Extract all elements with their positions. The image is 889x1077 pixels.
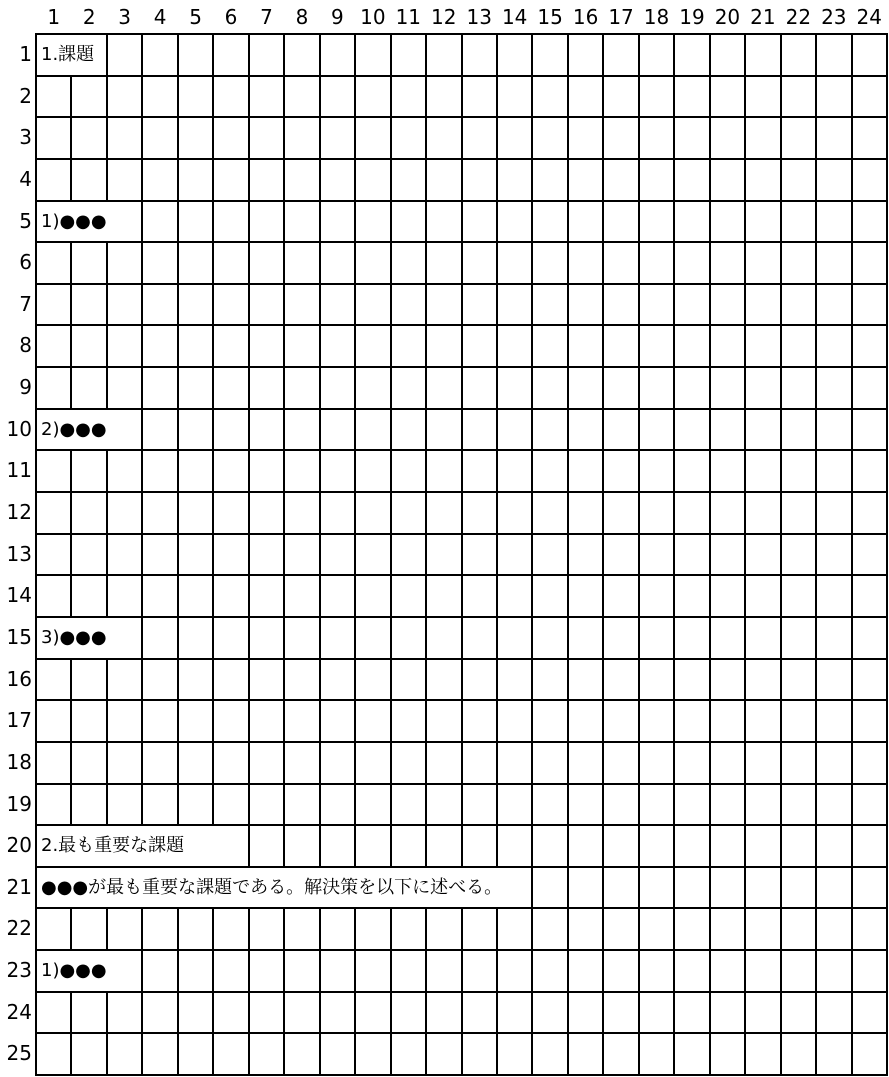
grid-line-vertical	[248, 33, 250, 1076]
column-number: 18	[643, 5, 670, 29]
column-number: 2	[82, 5, 96, 29]
row-number: 5	[19, 208, 32, 233]
grid-line-vertical	[673, 33, 675, 1076]
grid-line-vertical	[425, 33, 427, 1076]
grid-line-vertical	[567, 33, 569, 1076]
row-number: 13	[6, 541, 32, 566]
cell-text: 3)●●●	[41, 626, 107, 648]
grid-line-vertical	[319, 33, 321, 1076]
column-number: 5	[189, 5, 202, 29]
grid-line-horizontal	[35, 658, 888, 660]
row-number: 23	[6, 958, 32, 983]
row-number: 1	[19, 42, 32, 66]
grid-line-horizontal	[35, 783, 888, 785]
cell-text: 1)●●●	[41, 210, 107, 232]
grid-line-vertical	[709, 33, 711, 1076]
column-number: 15	[537, 5, 563, 29]
cell-text: ●●●が最も重要な課題である。解決策を以下に述べる。	[41, 876, 503, 898]
column-number: 23	[821, 5, 847, 29]
column-number: 3	[118, 5, 131, 29]
grid-line-horizontal	[35, 949, 888, 951]
grid-line-vertical	[141, 33, 143, 1076]
column-number: 7	[260, 5, 273, 29]
grid-line-vertical	[106, 33, 108, 1076]
row-number: 4	[19, 166, 32, 191]
grid-line-vertical	[851, 33, 853, 1076]
row-number: 20	[6, 833, 32, 858]
grid-line-vertical	[815, 33, 817, 1076]
column-number: 8	[295, 5, 309, 29]
grid-line-vertical	[496, 33, 498, 1076]
grid-line-horizontal	[35, 408, 888, 410]
grid-line-vertical	[35, 33, 37, 1076]
cell-text: 1)●●●	[41, 960, 107, 982]
row-number: 8	[19, 333, 32, 358]
cell-text: 1.課題	[41, 44, 95, 65]
grid-line-horizontal	[35, 907, 888, 909]
row-number: 14	[6, 583, 32, 608]
row-number: 12	[6, 500, 32, 525]
row-number: 2	[19, 83, 32, 108]
grid-line-vertical	[461, 33, 463, 1076]
grid-line-vertical	[602, 33, 604, 1076]
row-number: 15	[6, 624, 32, 649]
row-number: 22	[6, 916, 32, 941]
grid-line-vertical	[531, 33, 533, 1076]
grid-line-vertical	[283, 33, 285, 1076]
row-number: 25	[6, 1041, 32, 1066]
row-number: 16	[6, 666, 32, 691]
grid-line-horizontal	[35, 158, 888, 160]
column-number: 6	[224, 5, 238, 29]
grid-line-horizontal	[35, 200, 888, 202]
row-number: 21	[6, 874, 32, 899]
grid-line-vertical	[638, 33, 640, 1076]
grid-line-horizontal	[35, 1032, 888, 1034]
column-number: 24	[856, 5, 882, 29]
grid-line-vertical	[780, 33, 782, 1076]
grid-line-horizontal	[35, 324, 888, 326]
grid-line-horizontal	[35, 616, 888, 618]
column-number: 9	[331, 5, 344, 29]
column-number: 14	[501, 5, 528, 29]
column-number: 22	[785, 5, 812, 29]
grid-line-horizontal	[35, 699, 888, 701]
column-number: 13	[466, 5, 492, 29]
column-number: 1	[47, 5, 61, 29]
grid-line-vertical	[390, 33, 392, 1076]
column-number: 17	[608, 5, 634, 29]
cell-text: 2)●●●	[41, 418, 107, 440]
grid-line-vertical	[177, 33, 179, 1076]
grid-line-horizontal	[35, 991, 888, 993]
grid-line-horizontal	[35, 283, 888, 285]
column-number: 12	[431, 5, 457, 29]
column-number: 19	[679, 5, 705, 29]
grid-line-vertical	[212, 33, 214, 1076]
row-number: 17	[6, 708, 32, 733]
row-number: 6	[19, 250, 32, 275]
grid-line-horizontal	[35, 574, 888, 576]
column-number: 11	[395, 5, 422, 29]
grid-line-vertical	[886, 33, 888, 1076]
grid-line-horizontal	[35, 1074, 888, 1076]
column-number: 4	[153, 5, 167, 29]
grid-line-vertical	[70, 33, 72, 1076]
grid-line-horizontal	[35, 491, 888, 493]
column-number: 21	[750, 5, 776, 29]
grid-line-vertical	[354, 33, 356, 1076]
row-number: 3	[19, 125, 32, 150]
column-number: 20	[714, 5, 741, 29]
grid-line-horizontal	[35, 533, 888, 535]
grid-line-horizontal	[35, 449, 888, 451]
row-number: 24	[6, 999, 32, 1024]
row-number: 10	[6, 416, 32, 441]
grid-line-vertical	[744, 33, 746, 1076]
grid-line-horizontal	[35, 116, 888, 118]
grid-line-horizontal	[35, 33, 888, 35]
grid-line-horizontal	[35, 75, 888, 77]
row-number: 18	[6, 749, 32, 774]
row-number: 19	[6, 791, 32, 816]
column-number: 16	[572, 5, 599, 29]
row-number: 7	[19, 291, 32, 316]
grid-line-horizontal	[35, 241, 888, 243]
row-number: 9	[19, 375, 32, 400]
column-number: 10	[360, 5, 386, 29]
grid-line-horizontal	[35, 366, 888, 368]
grid-line-horizontal	[35, 741, 888, 743]
cell-text: 2.最も重要な課題	[41, 835, 185, 857]
row-number: 11	[6, 458, 32, 483]
